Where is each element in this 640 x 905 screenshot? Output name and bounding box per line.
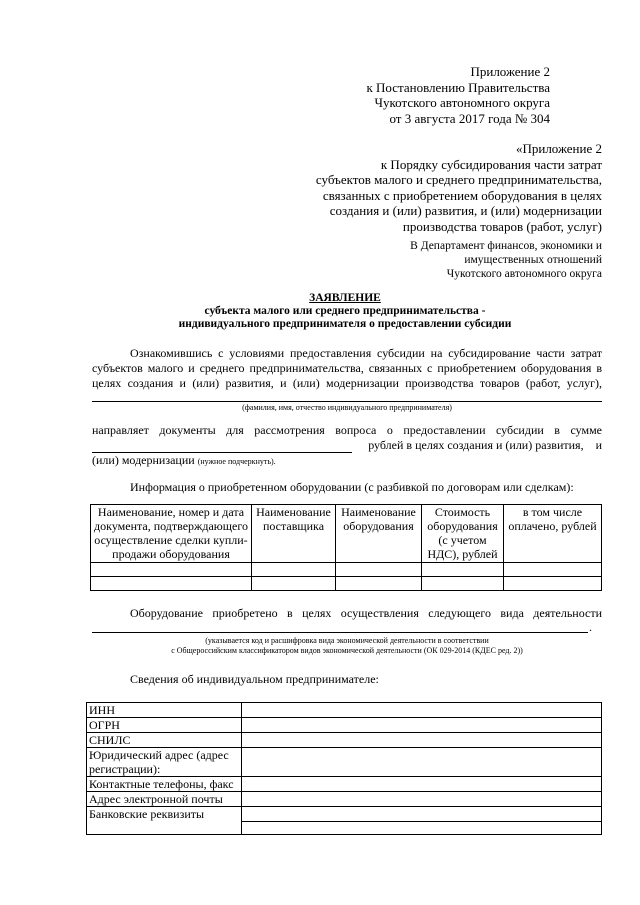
table-cell[interactable] — [422, 563, 504, 577]
activity-caption-1: (указывается код и расшифровка вида экономической деятельности в соответствии — [205, 636, 489, 645]
appendix-header-line: Чукотского автономного округа — [374, 95, 550, 110]
intro-line-3: целях создания и (или) развития, и (или) модернизации производства товаров (работ, услуг), — [92, 376, 602, 390]
row-label-address-text: Юридический адрес (адрес регистрации): — [89, 748, 229, 776]
table-cell[interactable] — [91, 563, 252, 577]
activity-end-dot: . — [589, 620, 592, 634]
request-modernization: (или) модернизации — [92, 453, 195, 467]
equipment-header-supplier: Наименование поставщика — [252, 505, 336, 563]
equipment-header-paid: в том числе оплачено, рублей — [504, 505, 602, 563]
appendix-sub-line: «Приложение 2 — [515, 141, 602, 156]
request-line-2: рублей в целях создания и (или) развития, и — [368, 438, 602, 452]
addressee — [370, 239, 602, 281]
request-line-3 — [92, 453, 276, 469]
row-label-phones: Контактные телефоны, факс — [87, 777, 242, 792]
table-cell[interactable] — [252, 563, 336, 577]
row-label-inn: ИНН — [87, 703, 242, 718]
equipment-header-cost: Стоимость оборудования (с учетом НДС), рублей — [422, 505, 504, 563]
appendix-sub-line: связанных с приобретением оборудования в целях — [322, 187, 602, 203]
equipment-table — [90, 504, 602, 591]
table-cell[interactable] — [336, 563, 422, 577]
activity-line: Оборудование приобретено в целях осуществления следующего вида деятельности — [130, 606, 602, 620]
appendix-header-line: Приложение 2 — [470, 64, 550, 79]
fio-caption: (фамилия, имя, отчество индивидуального предпринимателя) — [242, 403, 452, 412]
equipment-header-equipment: Наименование оборудования — [336, 505, 422, 563]
table-cell[interactable] — [252, 577, 336, 591]
row-label-snils: СНИЛС — [87, 733, 242, 748]
appendix-sub-line: субъектов малого и среднего предпринимательства, — [315, 172, 602, 187]
table-row — [87, 807, 602, 835]
equipment-header-document: Наименование, номер и дата документа, подтверждающего осуществление сделки купли-продажи оборудования — [91, 505, 252, 563]
entrepreneur-heading: Сведения об индивидуальном предпринимателе: — [130, 672, 379, 686]
ogrn-value-cell[interactable] — [242, 718, 602, 733]
appendix-header — [300, 64, 550, 126]
phones-value-cell[interactable] — [242, 777, 602, 792]
title-line2: субъекта малого или среднего предпринимательства - — [204, 305, 486, 317]
row-label-address — [87, 748, 242, 777]
intro-line-2: субъектов малого и среднего предпринимательства, связанных с приобретением оборудования в — [92, 361, 602, 375]
bank-value-cell[interactable] — [242, 807, 602, 835]
appendix-header-line: от 3 августа 2017 года № 304 — [389, 110, 550, 126]
fio-input-line[interactable] — [92, 401, 602, 402]
equipment-table-header-row — [91, 505, 602, 563]
entrepreneur-table — [86, 702, 602, 835]
inn-value-cell[interactable] — [242, 703, 602, 718]
table-cell[interactable] — [504, 563, 602, 577]
activity-input-line[interactable] — [92, 632, 588, 633]
email-value-cell[interactable] — [242, 792, 602, 807]
appendix-sub-line: создания и (или) развития, и (или) модернизации — [329, 203, 602, 218]
row-label-email: Адрес электронной почты — [87, 792, 242, 807]
table-row — [87, 733, 602, 748]
appendix-header-line: к Постановлению Правительства — [366, 79, 550, 95]
appendix-subheader — [290, 141, 602, 234]
addressee-line: Чукотского автономного округа — [446, 268, 602, 280]
appendix-sub-line: производства товаров (работ, услуг) — [402, 218, 602, 234]
bank-inner-line — [242, 807, 601, 822]
table-row — [87, 792, 602, 807]
row-label-bank: Банковские реквизиты — [87, 807, 242, 835]
table-row — [87, 718, 602, 733]
table-row — [87, 703, 602, 718]
table-cell[interactable] — [91, 577, 252, 591]
activity-caption-2: с Общероссийским классификатором видов экономической деятельности (ОК 029-2014 (КДЕС ред. 2)) — [171, 646, 523, 655]
snils-value-cell[interactable] — [242, 733, 602, 748]
table-row — [87, 777, 602, 792]
table-cell[interactable] — [422, 577, 504, 591]
table-row — [91, 563, 602, 577]
table-row — [87, 748, 602, 777]
title-main: ЗАЯВЛЕНИЕ — [309, 292, 381, 304]
table-cell[interactable] — [504, 577, 602, 591]
intro-line-1: Ознакомившись с условиями предоставления субсидии на субсидирование части затрат — [130, 346, 602, 360]
addressee-line: имущественных отношений — [464, 254, 602, 266]
table-row — [91, 577, 602, 591]
addressee-line: В Департамент финансов, экономики и — [410, 240, 602, 252]
equipment-heading: Информация о приобретенном оборудовании (с разбивкой по договорам или сделкам): — [130, 480, 574, 494]
address-value-cell[interactable] — [242, 748, 602, 777]
document-title — [80, 292, 610, 331]
appendix-sub-line: к Порядку субсидирования части затрат — [380, 156, 602, 172]
request-line-1: направляет документы для рассмотрения вопроса о предоставлении субсидии в сумме — [92, 423, 602, 437]
request-note: (нужное подчеркнуть). — [197, 457, 276, 466]
table-cell[interactable] — [336, 577, 422, 591]
row-label-ogrn: ОГРН — [87, 718, 242, 733]
title-line3: индивидуального предпринимателя о предоставлении субсидии — [178, 318, 512, 330]
